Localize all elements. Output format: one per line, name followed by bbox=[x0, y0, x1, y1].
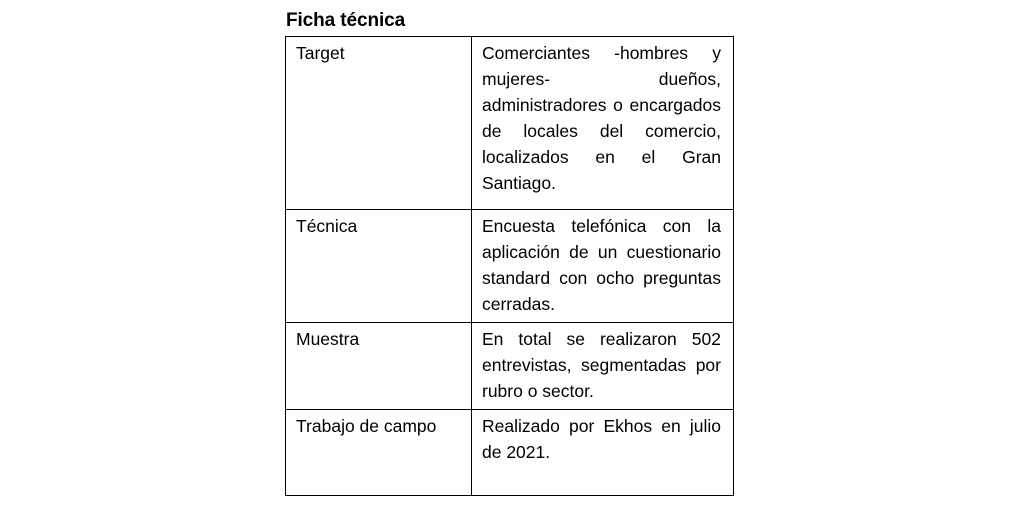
row-label: Trabajo de campo bbox=[286, 410, 472, 496]
row-value: Realizado por Ekhos en julio de 2021. bbox=[472, 410, 734, 496]
table-row-trabajo-de-campo bbox=[286, 410, 734, 496]
row-value: Comerciantes -hombres y mujeres- dueños, administradores o encargados de locales del comercio, localizados en el Gran Santiago. bbox=[472, 37, 734, 210]
row-label: Técnica bbox=[286, 210, 472, 323]
row-label: Target bbox=[286, 37, 472, 210]
section-title: Ficha técnica bbox=[286, 10, 406, 31]
row-value: Encuesta telefónica con la aplicación de un cuestionario standard con ocho preguntas cerradas. bbox=[472, 210, 734, 323]
row-label: Muestra bbox=[286, 323, 472, 410]
row-value: En total se realizaron 502 entrevistas, segmentadas por rubro o sector. bbox=[472, 323, 734, 410]
table-row-target bbox=[286, 37, 734, 210]
ficha-tecnica-table bbox=[285, 36, 734, 496]
table-row-tecnica bbox=[286, 210, 734, 323]
ficha-tecnica-section bbox=[285, 8, 735, 496]
table-row-muestra bbox=[286, 323, 734, 410]
